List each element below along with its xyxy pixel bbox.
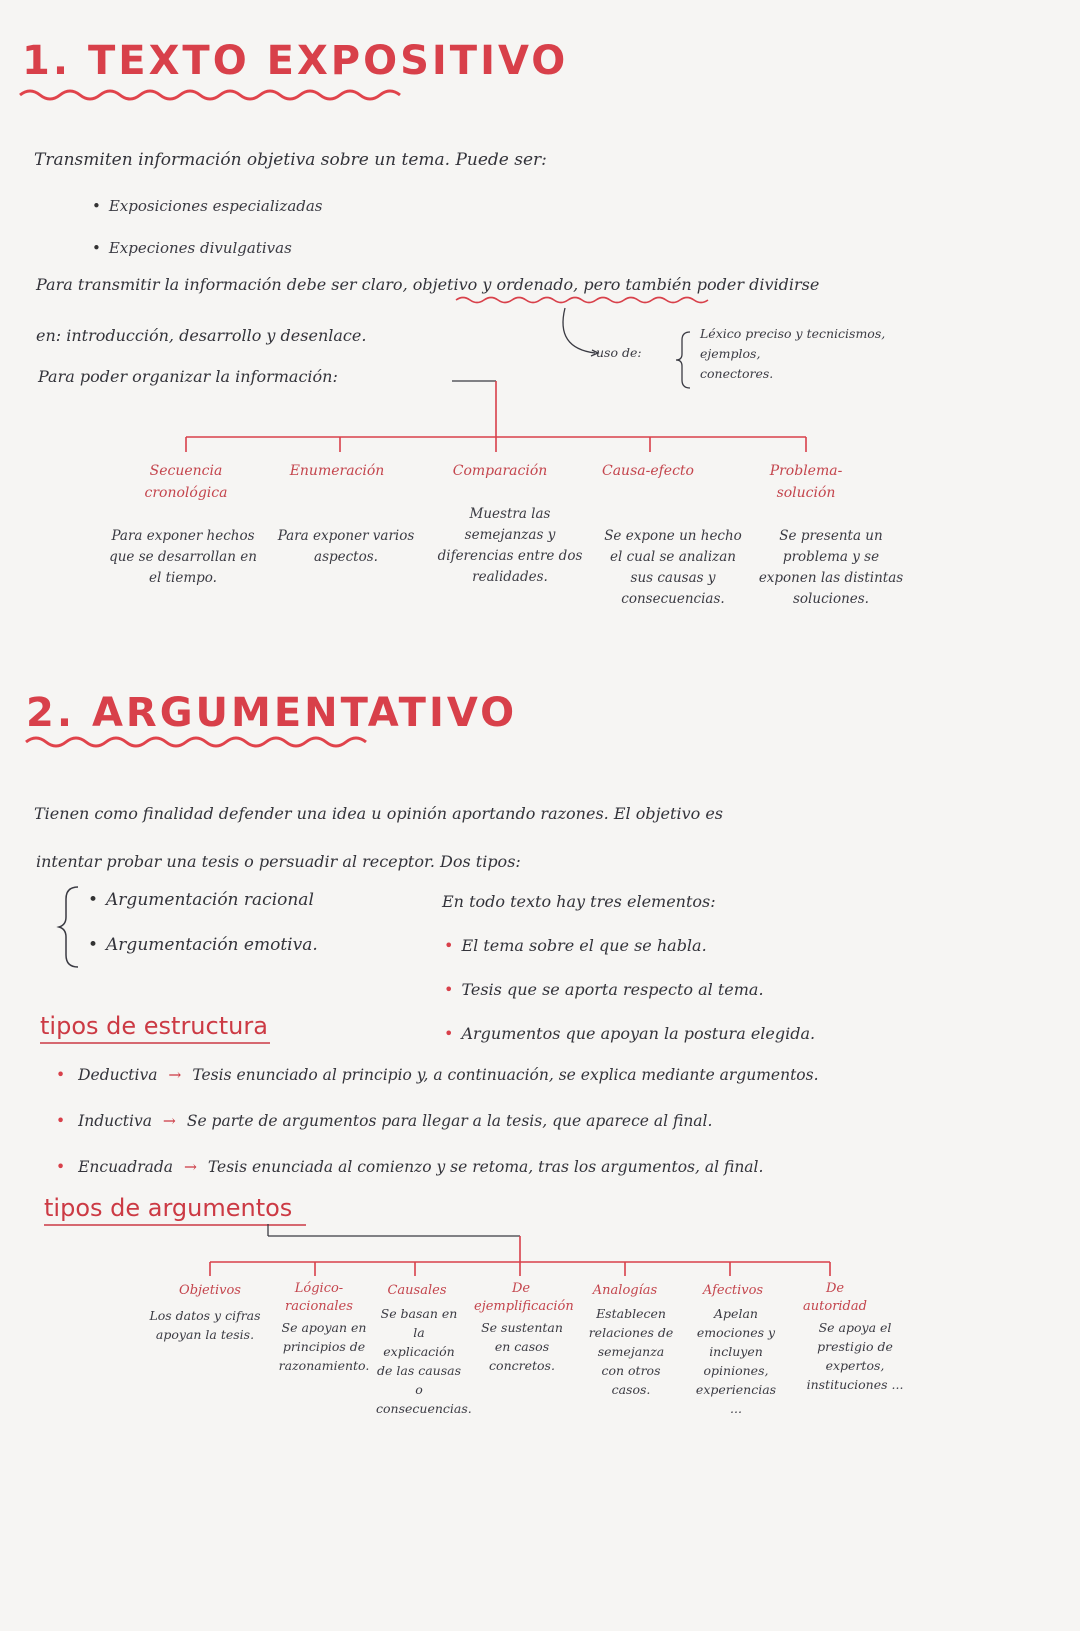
element-item: • Tesis que se aporta respecto al tema. bbox=[444, 980, 764, 999]
argumento-desc: Apelan emociones y incluyen opiniones, experiencias ... bbox=[695, 1306, 777, 1416]
section1-intro: Transmiten información objetiva sobre un tema. Puede ser: bbox=[34, 150, 547, 170]
section2-intro-2: intentar probar una tesis o persuadir al receptor. Dos tipos: bbox=[36, 852, 521, 871]
structure-desc: Para exponer hechos que se desarrollan en el tiempo. bbox=[109, 528, 257, 586]
estructura-desc: Se parte de argumentos para llegar a la tesis, que aparece al final. bbox=[186, 1112, 713, 1130]
estructura-heading: tipos de estructura bbox=[40, 1012, 268, 1040]
structure-title: Causa-efecto bbox=[602, 463, 694, 479]
kind-emotive: • Argumentación emotiva. bbox=[88, 935, 318, 955]
estructura-name: Encuadrada bbox=[78, 1158, 174, 1176]
argumento-desc: Se apoyan en principios de razonamiento. bbox=[278, 1320, 370, 1373]
parts-line: en: introducción, desarrollo y desenlace. bbox=[36, 326, 367, 345]
element-item: • El tema sobre el que se habla. bbox=[444, 936, 707, 955]
structure-desc: Para exponer varios aspectos. bbox=[277, 528, 415, 565]
section2-intro-1: Tienen como finalidad defender una idea u opinión aportando razones. El objetivo es bbox=[34, 804, 724, 823]
expo-type-1: • Exposiciones especializadas bbox=[92, 196, 323, 217]
arrow-icon: → bbox=[168, 1066, 182, 1084]
argumento-title: Afectivos bbox=[702, 1283, 764, 1298]
kinds-brace bbox=[59, 887, 78, 967]
argumento-desc: Establecen relaciones de semejanza con otros casos. bbox=[588, 1306, 674, 1397]
structure-desc: Se presenta un problema y se exponen las distintas soluciones. bbox=[758, 528, 904, 607]
estructura-name: Inductiva bbox=[78, 1112, 152, 1130]
arrow-icon: → bbox=[183, 1158, 197, 1176]
key-words-underline bbox=[456, 298, 708, 303]
uso-arrow bbox=[563, 308, 595, 353]
estructura-name: Deductiva bbox=[78, 1066, 158, 1084]
estructura-desc: Tesis enunciada al comienzo y se retoma, tras los argumentos, al final. bbox=[207, 1158, 764, 1176]
argumento-title: De ejemplificación bbox=[474, 1281, 574, 1314]
uso-item-3: conectores. bbox=[700, 366, 774, 381]
argumentos-heading: tipos de argumentos bbox=[44, 1194, 293, 1222]
section2-title: 2. ARGUMENTATIVO bbox=[26, 690, 518, 736]
estructura-desc: Tesis enunciado al principio y, a continuación, se explica mediante argumentos. bbox=[192, 1066, 819, 1084]
section1-title: 1. TEXTO EXPOSITIVO bbox=[22, 38, 569, 84]
element-item: • Argumentos que apoyan la postura elegida. bbox=[444, 1024, 815, 1043]
expo-type-2: • Expeciones divulgativas bbox=[92, 238, 292, 259]
arrow-icon: → bbox=[162, 1112, 176, 1130]
estructura-row bbox=[56, 1158, 763, 1176]
uso-item-2: ejemplos, bbox=[700, 346, 761, 361]
structure-title: Enumeración bbox=[289, 463, 385, 479]
argumento-desc: Se basan en la explicación de las causas o consecuencias. bbox=[376, 1306, 472, 1416]
kind-rational: • Argumentación racional bbox=[88, 890, 314, 910]
structure-title: Secuencia cronológica bbox=[144, 463, 228, 501]
structure-title: Comparación bbox=[452, 463, 548, 479]
estructura-row bbox=[56, 1112, 712, 1130]
argumento-desc: Los datos y cifras apoyan la tesis. bbox=[149, 1308, 261, 1342]
title1-underline bbox=[20, 91, 400, 99]
uso-item-1: Léxico preciso y tecnicismos, bbox=[700, 326, 886, 341]
uso-brace bbox=[676, 332, 690, 388]
argumento-desc: Se sustentan en casos concretos. bbox=[481, 1320, 563, 1373]
estructura-row bbox=[56, 1066, 819, 1084]
title2-underline bbox=[26, 738, 366, 746]
organize-line: Para poder organizar la información: bbox=[38, 367, 338, 386]
uso-label: uso de: bbox=[596, 345, 642, 360]
transmit-line: Para transmitir la información debe ser claro, objetivo y ordenado, pero también poder dividirse bbox=[36, 275, 820, 294]
argumento-title: Causales bbox=[387, 1283, 447, 1298]
elements-title: En todo texto hay tres elementos: bbox=[442, 892, 716, 911]
argumento-title: Objetivos bbox=[179, 1283, 241, 1298]
argumento-title: Lógico-racionales bbox=[285, 1281, 353, 1314]
argumento-title: Analogías bbox=[592, 1283, 658, 1298]
structure-desc: Muestra las semejanzas y diferencias entre dos realidades. bbox=[437, 506, 583, 585]
structure-title: Problema-solución bbox=[769, 463, 843, 501]
argumento-desc: Se apoya el prestigio de expertos, instituciones ... bbox=[806, 1320, 904, 1392]
argumento-title: De autoridad bbox=[803, 1281, 867, 1314]
structure-desc: Se expone un hecho el cual se analizan sus causas y consecuencias. bbox=[604, 528, 742, 607]
